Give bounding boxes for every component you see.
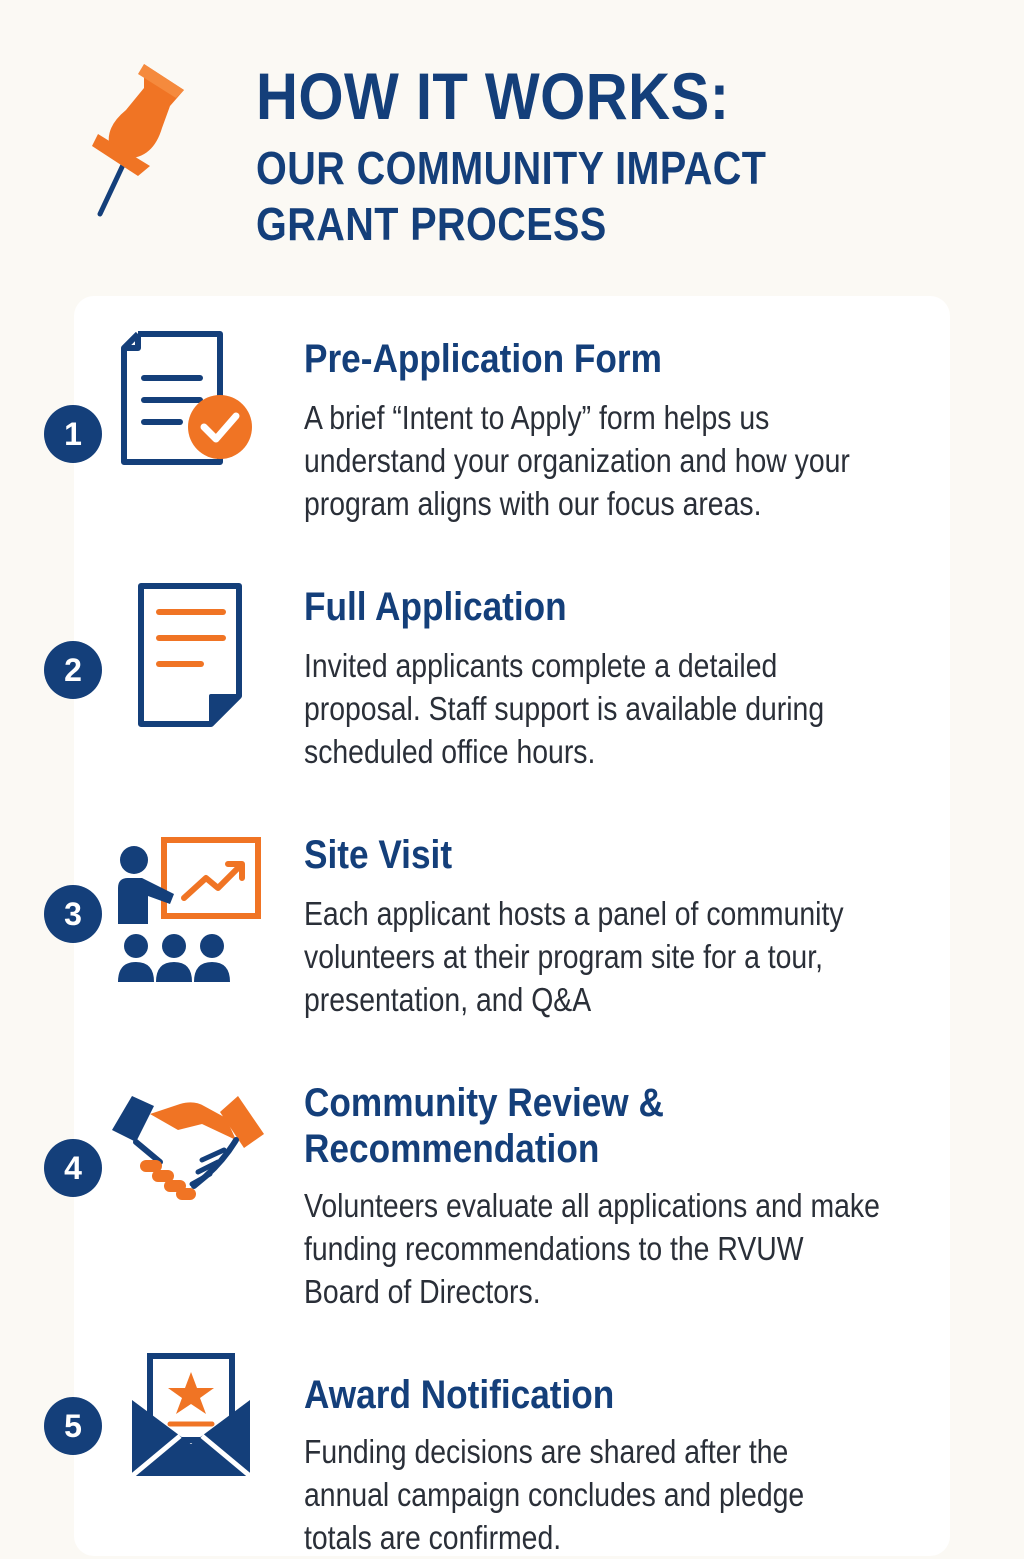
step-description: Invited applicants complete a detailed proposal. Staff support is available during scheduled office hours.	[304, 647, 825, 770]
page-subtitle-line-1: OUR COMMUNITY IMPACT	[256, 142, 767, 194]
page-subtitle-line-2: GRANT PROCESS	[256, 198, 607, 250]
step-title: Community Review & Recommendation	[304, 1081, 664, 1171]
award-envelope-icon	[128, 1350, 254, 1480]
step-description: A brief “Intent to Apply” form helps us understand your organization and how your program aligns with our focus areas.	[304, 399, 850, 522]
page-title: HOW IT WORKS:	[256, 59, 730, 133]
step-title: Pre-Application Form	[304, 337, 662, 381]
step-number-badge: 2	[44, 641, 102, 699]
step-number-badge: 3	[44, 885, 102, 943]
pushpin-icon	[92, 62, 192, 222]
step-title: Award Notification	[304, 1373, 615, 1417]
step-title: Site Visit	[304, 833, 453, 877]
step-description: Funding decisions are shared after the annual campaign concludes and pledge totals are confirmed.	[304, 1433, 805, 1556]
step-number-badge: 4	[44, 1139, 102, 1197]
step-title: Full Application	[304, 585, 567, 629]
document-icon	[135, 582, 247, 728]
presentation-icon	[114, 836, 264, 986]
document-check-icon	[120, 330, 260, 470]
step-description: Volunteers evaluate all applications and make funding recommendations to the RVUW Board of Directors.	[304, 1187, 880, 1310]
handshake-icon	[106, 1090, 268, 1204]
step-description: Each applicant hosts a panel of community volunteers at their program site for a tour, presentation, and Q&A	[304, 895, 844, 1018]
page-header	[0, 0, 1024, 280]
step-number-badge: 5	[44, 1397, 102, 1455]
step-number-badge: 1	[44, 405, 102, 463]
